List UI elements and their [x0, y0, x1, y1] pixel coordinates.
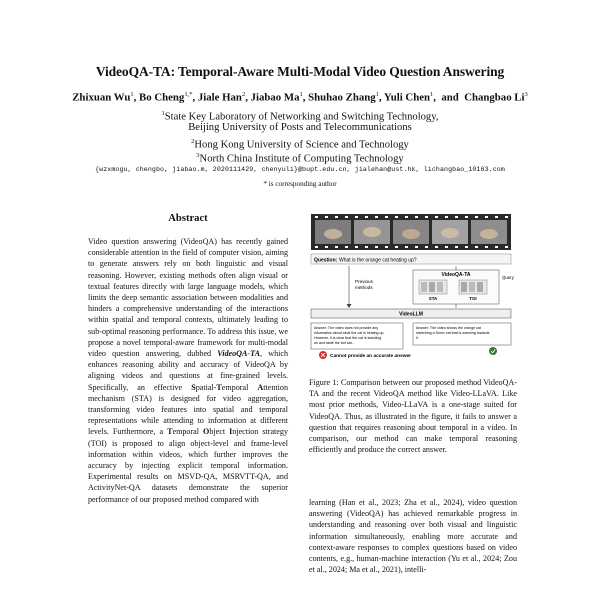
toi-label: TOI	[469, 296, 477, 301]
abstract-text: njection strategy (TOI) is proposed to align object-level and frame-level information within videos, which further improves the accuracy by injecting explicit temporal information. Experimental results on MSVD-QA, MSRVTT-QA, and ActivityNet-QA datasets demonstrate the superior performance of our proposed method compared with	[88, 427, 288, 504]
author-affil-marker: 1	[130, 91, 134, 98]
frame-cat-shape	[441, 228, 459, 238]
corresponding-note: * is corresponding author	[263, 180, 337, 188]
answer-previous-line: information about what the cat is heating up.	[314, 331, 385, 335]
answer-previous-line: on and taste the bot sat...	[314, 341, 355, 345]
question-label: Question:	[314, 257, 338, 264]
frame-cat-shape	[363, 227, 381, 237]
author-name: Bo Cheng	[139, 91, 185, 104]
sta-label: STA	[428, 296, 438, 301]
acronym-letter: O	[203, 427, 210, 437]
affil-marker: 3	[196, 152, 200, 159]
author-name: Yuli Chen	[383, 91, 431, 104]
answer-ours-line: it.	[416, 336, 419, 340]
figure-1	[309, 210, 517, 372]
acronym-letter: T	[167, 427, 173, 437]
author-emails: {wzxmogu, chengbo, jiabao.m, 2020111429, chenyuli}@bupt.edu.cn, jialehan@ust.hk, lichangbao_10163.com	[95, 166, 505, 173]
abstract-heading: Abstract	[168, 213, 208, 224]
acronym-letter: S	[191, 382, 196, 392]
author-affil-marker: 1	[430, 91, 434, 98]
affil-marker: 2	[191, 138, 195, 145]
answer-previous-line: Answer: The video does not provide any	[314, 326, 379, 330]
author-affil-marker: 1,*	[184, 91, 193, 98]
videoqa-ta-label: VideoQA-TA	[441, 272, 471, 278]
toi-feature-cell	[469, 282, 475, 292]
abstract-text: emporal	[172, 427, 204, 437]
answer-ours-line: Answer: The video shows the orange cat	[416, 326, 481, 330]
affil-text: Hong Kong University of Science and Technology	[194, 139, 409, 151]
author-affil-marker: 1	[375, 91, 379, 98]
affil-text: Beijing University of Posts and Telecommunications	[188, 122, 412, 133]
author-affil-marker: 1	[299, 91, 303, 98]
figure-1-caption: Figure 1: Comparison between our proposed method VideoQA-TA and the recent VideoQA method like Video-LLaVA. Like most prior methods, Video-LLaVA is a one-stage suited for VideoQA. Thus, as illustrated in the figure, it fails to answer a question that requires reasoning about temporal in a video. In comparison, our method can make temporal reasoning efficiently and produce the correct answer.	[309, 378, 517, 455]
frame-cat-shape	[324, 229, 342, 239]
author-name: Changbao Li	[464, 91, 525, 104]
abstract-text: bject	[209, 427, 230, 437]
paper-title: VideoQA-TA: Temporal-Aware Multi-Modal Video Question Answering	[95, 64, 505, 79]
affiliation-3	[0, 149, 600, 167]
answer-previous-line: However, it is clear that the cat is standing	[314, 336, 382, 340]
method-name: VideoQA-TA	[217, 349, 261, 359]
abstract-body	[88, 236, 288, 505]
frame-cat-shape	[402, 229, 420, 239]
author-name: Jiale Han	[197, 91, 242, 104]
acronym-letter: A	[257, 382, 264, 392]
sta-feature-cell	[437, 282, 443, 292]
frame-cat-shape	[480, 229, 498, 239]
affil-text: North China Institute of Computing Technology	[199, 153, 404, 165]
abstract-text: , which enhances reasoning ability and accuracy of VideoQA by aligning videos and questions at fine-grained levels. Specifically, an effective	[88, 349, 289, 392]
previous-methods-label: methods	[355, 285, 373, 290]
toi-feature-cell	[477, 282, 483, 292]
acronym-letter: T	[216, 382, 222, 392]
sta-feature-cell	[429, 282, 435, 292]
author-affil-marker: 2	[241, 91, 246, 98]
cannot-answer-label: Cannot provide an accurate answer	[330, 354, 412, 359]
figure-1-diagram	[309, 210, 517, 372]
abstract-text: ttention mechanism (STA) is designed for video aggregation, transforming video features into spatial and temporal representations while attending to information at different levels. Furthermore, a	[88, 382, 288, 437]
affil-text: State Key Laboratory of Networking and Switching Technology,	[164, 111, 439, 123]
arrow-head	[347, 304, 352, 308]
correct-mark-icon	[489, 347, 497, 355]
videollm-label: VideoLLM	[399, 311, 423, 318]
abstract-text: Video question answering (VideoQA) has recently gained considerable attention in the field of computer vision, aiming to generate answers rely on both linguistic and visual reasoning. However, existing methods often align visual or textual features directly with large language models, which limits the deep semantic association between modalities and hinders a comprehensive understanding of the interactions within spatial and temporal contexts, ultimately leading to sub-optimal reasoning performance. To address this issue, we propose a novel temporal-aware framework for multi-modal video question answering, dubbed	[88, 237, 288, 359]
affil-marker: 1	[161, 110, 165, 117]
toi-feature-cell	[461, 282, 467, 292]
question-text: What is the orange cat heating up?	[339, 257, 417, 264]
abstract-text: emporal	[221, 382, 258, 392]
previous-methods-label: Previous	[355, 279, 373, 284]
answer-ours-line: stretching a Tomic cat that is warming towards	[416, 331, 490, 335]
author-name: Shuhao Zhang	[308, 91, 376, 104]
author-list: Zhixuan Wu$^1$, Bo Cheng$^{1,*}$, Jiale Han$^2$, Jiabao Ma$^1$, Shuhao Zhang$^1$, Yuli Chen$^1$, and Changbao Li$^3$	[72, 91, 528, 104]
affiliation-1-university	[0, 121, 600, 135]
abstract-text: patial-	[195, 382, 217, 392]
sta-feature-cell	[421, 282, 427, 292]
intro-text-right: learning (Han et al., 2023; Zha et al., 2024), video question answering (VideoQA) has achieved remarkable progress in understanding and reasoning over both visual and linguistic information simultaneously, enabling more accurate and context-aware responses to complex questions based on video contents, e.g., human-machine interaction (Yu et al., 2024; Zou et al., 2024; Ma et al., 2021), intelli-	[309, 498, 517, 575]
author-name: Zhixuan Wu	[72, 91, 131, 104]
query-label: Query	[502, 275, 514, 280]
author-name: Jiabao Ma	[250, 91, 300, 104]
author-affil-marker: 3	[524, 91, 528, 98]
acronym-letter: I	[229, 427, 233, 437]
